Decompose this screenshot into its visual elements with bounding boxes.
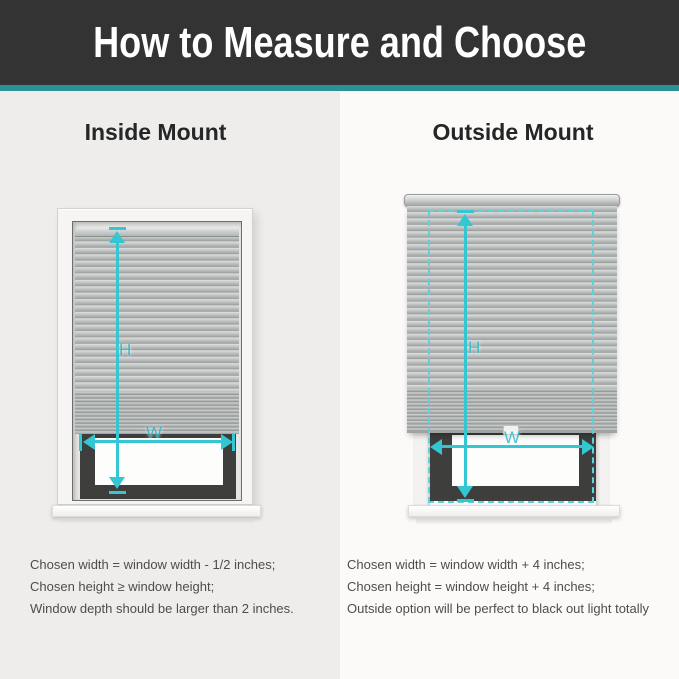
note-line: Chosen height = window height + 4 inches; bbox=[347, 579, 595, 594]
width-label: W bbox=[504, 428, 521, 447]
arrow-cap bbox=[232, 434, 235, 451]
height-label: H bbox=[119, 340, 132, 359]
inside-mount-notes bbox=[30, 554, 294, 620]
inside-mount-panel bbox=[0, 91, 340, 679]
height-label: H bbox=[468, 338, 481, 357]
note-line: Chosen height ≥ window height; bbox=[30, 579, 215, 594]
width-label: W bbox=[146, 423, 163, 442]
arrow-head-right-icon bbox=[582, 439, 594, 455]
outside-mount-panel bbox=[340, 91, 679, 679]
arrow-cap bbox=[79, 434, 82, 451]
outside-mount-notes bbox=[347, 554, 649, 620]
header-banner bbox=[0, 0, 679, 85]
note-line: Window depth should be larger than 2 inches. bbox=[30, 601, 294, 616]
note-line: Outside option will be perfect to black out light totally bbox=[347, 601, 650, 616]
page-title: How to Measure and Choose bbox=[92, 17, 587, 67]
outside-mount-title: Outside Mount bbox=[432, 119, 594, 145]
note-line: Chosen width = window width + 4 inches; bbox=[347, 557, 585, 572]
note-line: Chosen width = window width - 1/2 inches; bbox=[30, 557, 276, 572]
content-columns bbox=[0, 91, 679, 679]
inside-mount-title: Inside Mount bbox=[84, 119, 227, 145]
